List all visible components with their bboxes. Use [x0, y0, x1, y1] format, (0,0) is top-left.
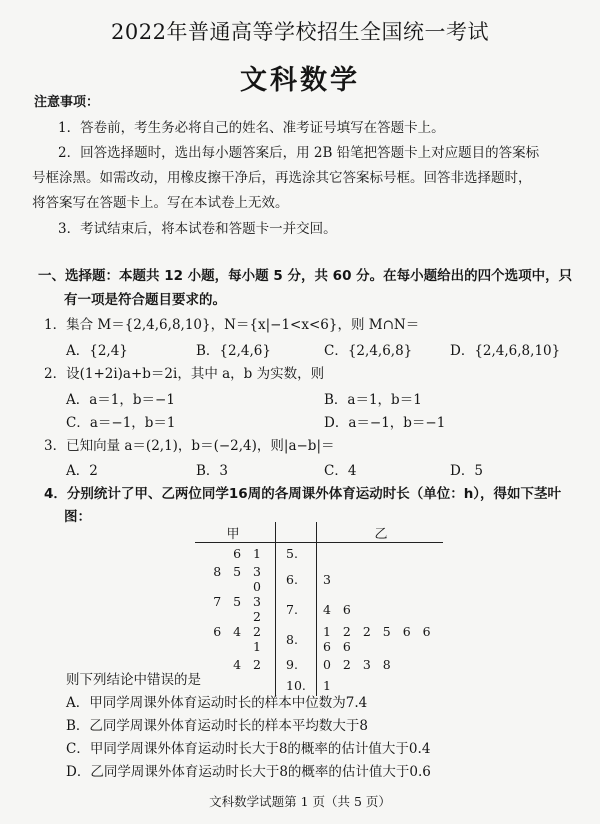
stem-leaf-plot — [195, 522, 443, 696]
notice-heading: 注意事项： — [34, 95, 100, 110]
q4-option-d: D．乙同学周课外体育运动时长大于8的概率的估计值大于0.6 — [66, 764, 431, 780]
q1-option-c: C．{2,4,6,8} — [324, 343, 413, 359]
section-heading: 一、选择题：本题共 12 小题，每小题 5 分，共 60 分。在每小题给出的四个选项中，只 — [38, 268, 573, 284]
stem-leaf-header-yi: 乙 — [317, 522, 444, 543]
question-4 — [44, 482, 561, 502]
question-number: 4． — [44, 486, 67, 502]
exam-title: 2022年普通高等学校招生全国统一考试 — [111, 20, 489, 44]
question-stem: 分别统计了甲、乙两位同学16周的各周课外体育运动时长（单位：h），得如下茎叶 — [66, 486, 562, 502]
question-number: 2． — [44, 366, 67, 382]
q3-option-c: C．4 — [324, 463, 357, 479]
q2-option-b: B．a＝1，b＝1 — [324, 392, 422, 408]
q3-option-d: D．5 — [450, 463, 483, 479]
q1-option-a: A．{2,4} — [66, 343, 128, 359]
notice-item-2: 2．回答选择题时，选出每小题答案后，用 2B 铅笔把答题卡上对应题目的答案标 — [58, 145, 540, 161]
q3-option-a: A．2 — [66, 463, 98, 479]
question-stem: 集合 M＝{2,4,6,8,10}，N＝{x|−1<x<6}，则 M∩N＝ — [66, 317, 420, 333]
question-number: 3． — [44, 438, 67, 454]
section-heading-cont: 有一项是符合题目要求的。 — [64, 292, 226, 308]
question-4-prompt: 则下列结论中错误的是 — [66, 672, 201, 688]
question-4-cont: 图： — [64, 509, 91, 525]
notice-item-1: 1．答卷前，考生务必将自己的姓名、准考证号填写在答题卡上。 — [58, 120, 445, 136]
stem-leaf-header-stem — [276, 522, 317, 543]
notice-item-2-cont: 号框涂黑。如需改动，用橡皮擦干净后，再选涂其它答案标号框。回答非选择题时， — [32, 170, 532, 186]
notice-item-2-cont2: 将答案写在答题卡上。写在本试卷上无效。 — [32, 195, 289, 211]
q2-option-c: C．a＝−1，b＝1 — [66, 415, 176, 431]
q1-option-b: B．{2,4,6} — [196, 343, 271, 359]
q1-option-d: D．{2,4,6,8,10} — [450, 343, 561, 359]
q2-option-d: D．a＝−1，b＝−1 — [324, 415, 446, 431]
stem-leaf-row: 7 5 3 2 7. 4 6 — [213, 594, 355, 624]
question-3 — [44, 434, 335, 454]
q4-option-b: B．乙同学周课外体育运动时长的样本平均数大于8 — [66, 718, 369, 734]
stem-leaf-row: 6 4 2 1 8. 1 2 2 5 6 6 6 6 — [213, 624, 435, 654]
stem-leaf-row: 6 1 5. — [195, 543, 443, 565]
stem-leaf-row: 4 2 9. 0 2 3 8 — [195, 654, 443, 675]
notice-item-3: 3．考试结束后，将本试卷和答题卡一并交回。 — [58, 221, 337, 237]
q2-option-a: A．a＝1，b＝−1 — [66, 392, 175, 408]
question-number: 1． — [44, 317, 67, 333]
subject-title: 文科数学 — [240, 65, 360, 96]
stem-leaf-header-jia: 甲 — [195, 522, 276, 543]
question-2 — [44, 362, 324, 382]
question-stem: 设(1+2i)a+b＝2i，其中 a，b 为实数，则 — [66, 366, 325, 382]
stem-leaf-row: 10. 1 — [195, 675, 443, 696]
q3-option-b: B．3 — [196, 463, 229, 479]
question-1 — [44, 313, 419, 333]
q4-option-a: A．甲同学周课外体育运动时长的样本中位数为7.4 — [66, 695, 368, 711]
stem-leaf-row: 8 5 3 0 6. 3 — [213, 564, 335, 594]
page-footer: 文科数学试题第 1 页（共 5 页） — [209, 794, 391, 809]
q4-option-c: C．甲同学周课外体育运动时长大于8的概率的估计值大于0.4 — [66, 741, 431, 757]
question-stem: 已知向量 a＝(2,1)，b＝(−2,4)，则|a−b|＝ — [66, 438, 335, 454]
